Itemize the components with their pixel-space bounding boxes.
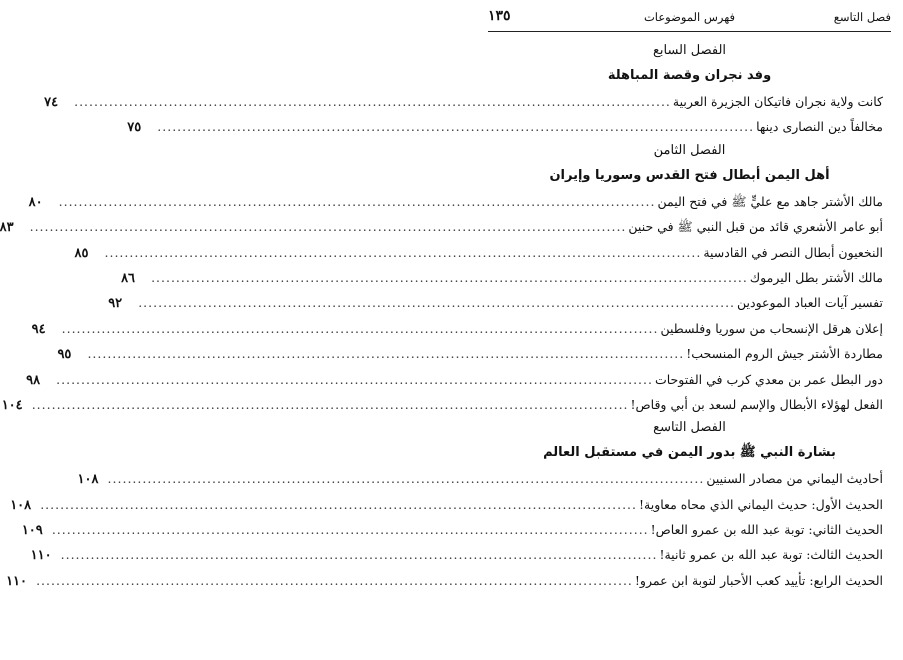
toc-entry-page: ٩٢ (108, 296, 123, 312)
toc-entry-page: ٩٤ (31, 321, 46, 337)
dot-leader: ........................................................................................................................ (36, 572, 633, 588)
toc-entry[interactable] (57, 341, 883, 366)
header-rule (488, 31, 891, 32)
header-chapter-label: فصل التاسع (833, 10, 891, 24)
toc-entry-title: الحديث الثالث: توبة عبد الله بن عمرو ثانية! (659, 547, 883, 563)
toc-entry-page: ٨٣ (0, 220, 14, 236)
toc-entry-title: الحديث الرابع: تأييد كعب الأحبار لتوبة ابن عمرو! (634, 572, 883, 588)
toc-entry[interactable] (77, 466, 883, 491)
dot-leader: ........................................................................................................................ (51, 522, 649, 538)
toc-entry-title: الحديث الأول: حديث اليماني الذي محاه معاوية! (639, 496, 883, 512)
toc-entry-page: ٨٥ (74, 245, 89, 261)
toc-entry-title: تفسير آيات العباد الموعودين (737, 295, 883, 311)
toc-entry[interactable] (26, 367, 883, 392)
toc-entry[interactable] (31, 316, 883, 341)
toc-entry-page: ٩٥ (57, 347, 72, 363)
toc-entry-title: إعلان هرقل الإنسحاب من سوريا وفلسطين (660, 320, 883, 336)
toc-entry-page: ٨٦ (121, 270, 136, 286)
chapter-subtitle: وفد نجران وقصة المباهلة (607, 68, 772, 83)
chapter-title: الفصل السابع (652, 43, 727, 58)
chapter-subtitle: بشارة النبي ﷺ بدور اليمن في مستقبل العالم (543, 445, 836, 461)
toc-entry[interactable] (6, 568, 883, 593)
toc-entry-title: مالك الأشتر بطل اليرموك (749, 269, 883, 285)
header-title: فهرس الموضوعات (643, 10, 736, 24)
dot-leader: ........................................................................................................................ (87, 346, 685, 362)
toc-entry-page: ١٠٤ (1, 397, 23, 413)
toc-entry-page: ٩٨ (26, 372, 41, 388)
toc-entry-title: أحاديث اليماني من مصادر السنيين (706, 471, 883, 487)
dot-leader: ........................................................................................................................ (151, 269, 748, 285)
toc-entry-page: ١٠٨ (77, 472, 99, 488)
toc-entry-page: ١٠٩ (21, 523, 43, 539)
toc-entry-title: النخعيون أبطال النصر في القادسية (703, 244, 883, 260)
toc-entry-page: ١١٠ (6, 573, 28, 589)
dot-leader: ........................................................................................................................ (74, 94, 671, 109)
toc-entry[interactable] (74, 240, 883, 265)
dot-leader: ........................................................................................................................ (157, 119, 755, 135)
dot-leader: ........................................................................................................................ (61, 320, 659, 336)
toc-entry[interactable] (108, 290, 883, 315)
chapter-title: الفصل التاسع (653, 420, 726, 436)
toc-entry-title: أبو عامر الأشعري قائد من قبل النبي ﷺ في حنين (628, 219, 883, 235)
toc-entry-title: كانت ولاية نجران فاتيكان الجزيرة العربية (672, 94, 883, 109)
dot-leader: ........................................................................................................................ (104, 244, 702, 260)
dot-leader: ........................................................................................................................ (60, 547, 658, 563)
toc-entry-page: ١١٠ (30, 548, 52, 564)
table-of-contents (0, 40, 883, 593)
toc-entry[interactable] (10, 492, 883, 517)
dot-leader: ........................................................................................................................ (107, 471, 705, 487)
dot-leader: ........................................................................................................................ (40, 496, 637, 512)
chapter-subtitle: أهل اليمن أبطال فتح القدس وسوريا وإيران (549, 167, 830, 183)
toc-entry[interactable] (127, 114, 883, 139)
toc-entry-page: ٧٥ (127, 120, 142, 136)
toc-entry-title: مطاردة الأشتر جيش الروم المنسحب! (686, 346, 883, 362)
toc-entry-title: الحديث الثاني: توبة عبد الله بن عمرو العاص! (650, 522, 883, 538)
toc-entry-title: مالك الأشتر جاهد مع عليٍّ ﷺ في فتح اليمن (657, 193, 883, 209)
toc-entry[interactable] (1, 392, 883, 417)
toc-entry[interactable] (21, 517, 883, 542)
toc-entry[interactable] (44, 89, 883, 114)
dot-leader: ........................................................................................................................ (31, 396, 629, 412)
dot-leader: ........................................................................................................................ (58, 193, 656, 209)
dot-leader: ........................................................................................................................ (56, 371, 653, 387)
toc-entry[interactable] (30, 542, 883, 567)
toc-entry-title: دور البطل عمر بن معدي كرب في الفتوحات (654, 371, 883, 387)
running-header (488, 8, 891, 28)
dot-leader: ........................................................................................................................ (138, 295, 736, 311)
dot-leader: ........................................................................................................................ (29, 219, 627, 235)
toc-entry-title: مخالفاً دين النصارى دينها (756, 119, 883, 135)
toc-entry-page: ٨٠ (28, 194, 43, 210)
chapter-title: الفصل الثامن (653, 142, 726, 158)
toc-entry-page: ١٠٨ (10, 497, 32, 513)
toc-entry[interactable] (0, 214, 883, 239)
toc-entry[interactable] (121, 265, 883, 290)
toc-entry[interactable] (28, 189, 883, 214)
header-page-number: ١٣٥ (488, 8, 511, 24)
toc-entry-title: الفعل لهؤلاء الأبطال والإسم لسعد بن أبي وقاص! (630, 396, 883, 412)
toc-entry-page: ٧٤ (44, 95, 59, 110)
